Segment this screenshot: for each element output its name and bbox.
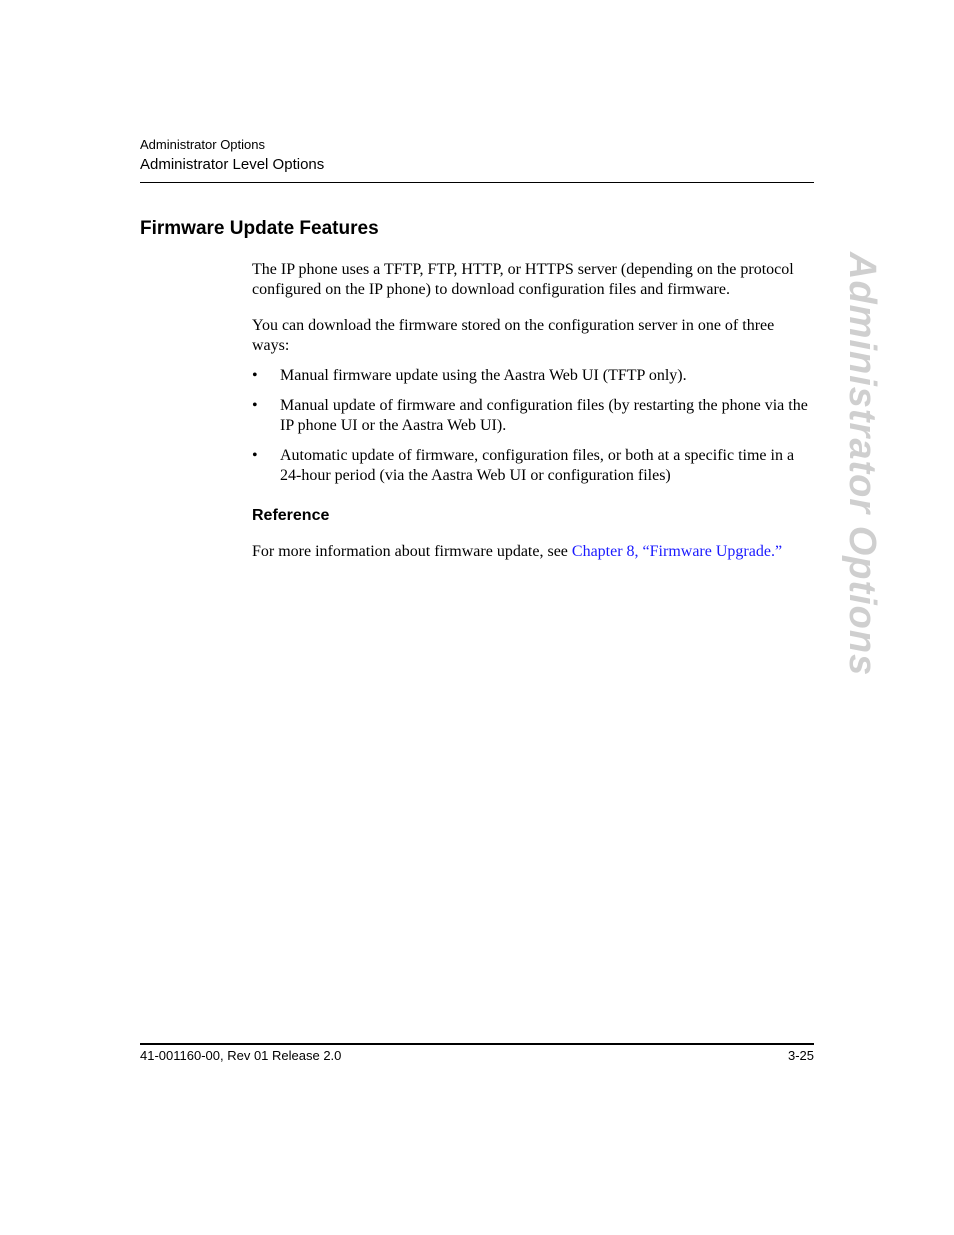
list-item: [252, 396, 814, 436]
list-item: [252, 366, 814, 386]
footer-doc-id: 41-001160-00, Rev 01 Release 2.0: [140, 1048, 342, 1063]
body-text: [252, 260, 814, 578]
chapter-link[interactable]: Chapter 8, “Firmware Upgrade.”: [571, 543, 783, 560]
bullet-icon: •: [252, 367, 258, 384]
footer-rule: [140, 1043, 814, 1045]
section-title: Firmware Update Features: [140, 218, 379, 239]
bullet-icon: •: [252, 397, 258, 414]
page-number: 3-25: [787, 1048, 814, 1063]
side-tab-label: Administrator Options: [841, 252, 883, 677]
reference-paragraph: [252, 542, 814, 562]
header-rule: [140, 182, 814, 183]
bullet-list: [252, 366, 814, 486]
paragraph: The IP phone uses a TFTP, FTP, HTTP, or HTTPS server (depending on the protocol configured on the IP phone) to download configuration files and firmware.: [252, 261, 794, 298]
reference-heading: Reference: [252, 507, 330, 524]
running-header-chapter: Administrator Options: [140, 137, 265, 152]
bullet-icon: •: [252, 447, 258, 464]
list-item: [252, 446, 814, 486]
reference-text: For more information about firmware update, see: [252, 543, 572, 560]
list-item-text: Manual update of firmware and configuration files (by restarting the phone via the IP phone UI or the Aastra Web UI).: [280, 397, 808, 434]
running-header-section: Administrator Level Options: [140, 156, 325, 173]
list-item-text: Automatic update of firmware, configuration files, or both at a specific time in a 24-hour period (via the Aastra Web UI or configuration files): [280, 447, 795, 484]
paragraph: You can download the firmware stored on the configuration server in one of three ways:: [252, 317, 775, 354]
list-item-text: Manual firmware update using the Aastra Web UI (TFTP only).: [280, 367, 687, 384]
